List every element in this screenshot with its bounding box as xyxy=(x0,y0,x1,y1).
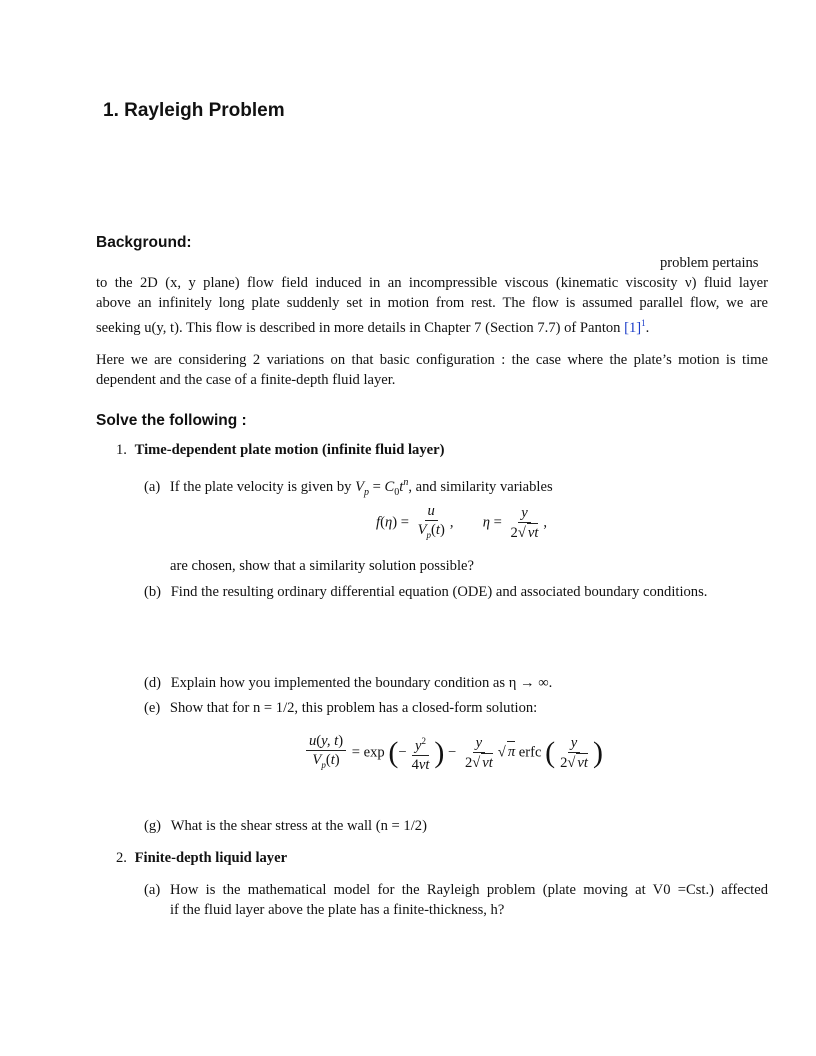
item-1-header xyxy=(116,440,444,460)
item-2-title: Finite-depth liquid layer xyxy=(134,850,288,866)
item-1b-text: Find the resulting ordinary differential equation (ODE) and associated boundary conditions. xyxy=(170,584,708,600)
variations-line-1: Here we are considering 2 variations on that basic configuration : the case where the plate’s motion is time xyxy=(96,352,768,368)
item-1g-text: What is the shear stress at the wall (n = 1/2) xyxy=(170,818,427,834)
page-title: 1. Rayleigh Problem xyxy=(103,100,285,121)
background-line-2: to the 2D (x, y plane) flow field induced in an incompressible viscous (kinematic viscosity ν) fluid layer xyxy=(96,275,768,291)
item-1b-label: (b) xyxy=(144,584,162,600)
item-1g xyxy=(144,816,427,836)
footnote-marker[interactable]: 1 xyxy=(641,318,646,328)
solve-heading: Solve the following : xyxy=(96,412,247,429)
item-1d-label: (d) xyxy=(144,675,162,691)
closed-form-equation: $\frac{u(y, t)}{V_p(t)}$ = exp (− $\frac{y^2}{4\nu t}$ ) − $\frac{y}{2√ \nu t}$ √ π erfc ( $\frac{y}{2√ \nu t}$ ) xyxy=(304,732,603,774)
item-1e-text: Show that for n = 1/2, this problem has a closed-form solution: xyxy=(169,700,538,716)
item-2a-line-1: How is the mathematical model for the Rayleigh problem (plate moving at V0 =Cst.) affected xyxy=(170,882,768,898)
background-line-4-end: . xyxy=(645,319,650,336)
item-1a-text: If the plate velocity is given by xyxy=(169,478,352,495)
item-1a-text-post: , and similarity variables xyxy=(408,478,553,495)
item-2-number: 2. xyxy=(116,850,127,866)
item-2-header xyxy=(116,848,287,868)
item-2a xyxy=(144,880,160,900)
similarity-equation: f(η) = $\frac{u}{V_p(t)}$ , η = $\frac{y}{2√ \nu t}$ , xyxy=(376,503,548,541)
item-2a-label: (a) xyxy=(144,882,161,898)
background-line-3: above an infinitely long plate suddenly set in motion from rest. The flow is assumed parallel flow, we are xyxy=(96,295,768,311)
item-2a-line-2: if the fluid layer above the plate has a finite-thickness, h? xyxy=(170,902,505,918)
item-1a xyxy=(144,473,553,503)
variations-line-2: dependent and the case of a finite-depth fluid layer. xyxy=(96,372,396,388)
item-1-number: 1. xyxy=(116,442,127,458)
background-line-1: problem pertains xyxy=(660,255,759,271)
item-1e xyxy=(144,698,537,718)
item-1a-label: (a) xyxy=(144,478,161,495)
item-1-title: Time-dependent plate motion (infinite fluid layer) xyxy=(134,442,445,458)
item-1a-inline-eq: $V_p = C_0t^n$ xyxy=(355,477,409,498)
item-1b xyxy=(144,582,707,602)
item-1g-label: (g) xyxy=(144,818,162,834)
item-1e-label: (e) xyxy=(144,700,161,716)
background-line-4 xyxy=(96,313,649,338)
background-line-4-text: seeking u(y, t). This flow is described in more details in Chapter 7 (Section 7.7) of Panton xyxy=(96,319,621,336)
background-heading: Background: xyxy=(96,234,192,251)
citation-link[interactable]: [1] xyxy=(624,319,642,336)
item-1d xyxy=(144,673,552,693)
item-1d-text: Explain how you implemented the boundary condition as η → ∞. xyxy=(170,675,553,691)
item-1a-text-2: are chosen, show that a similarity solution possible? xyxy=(170,558,474,574)
